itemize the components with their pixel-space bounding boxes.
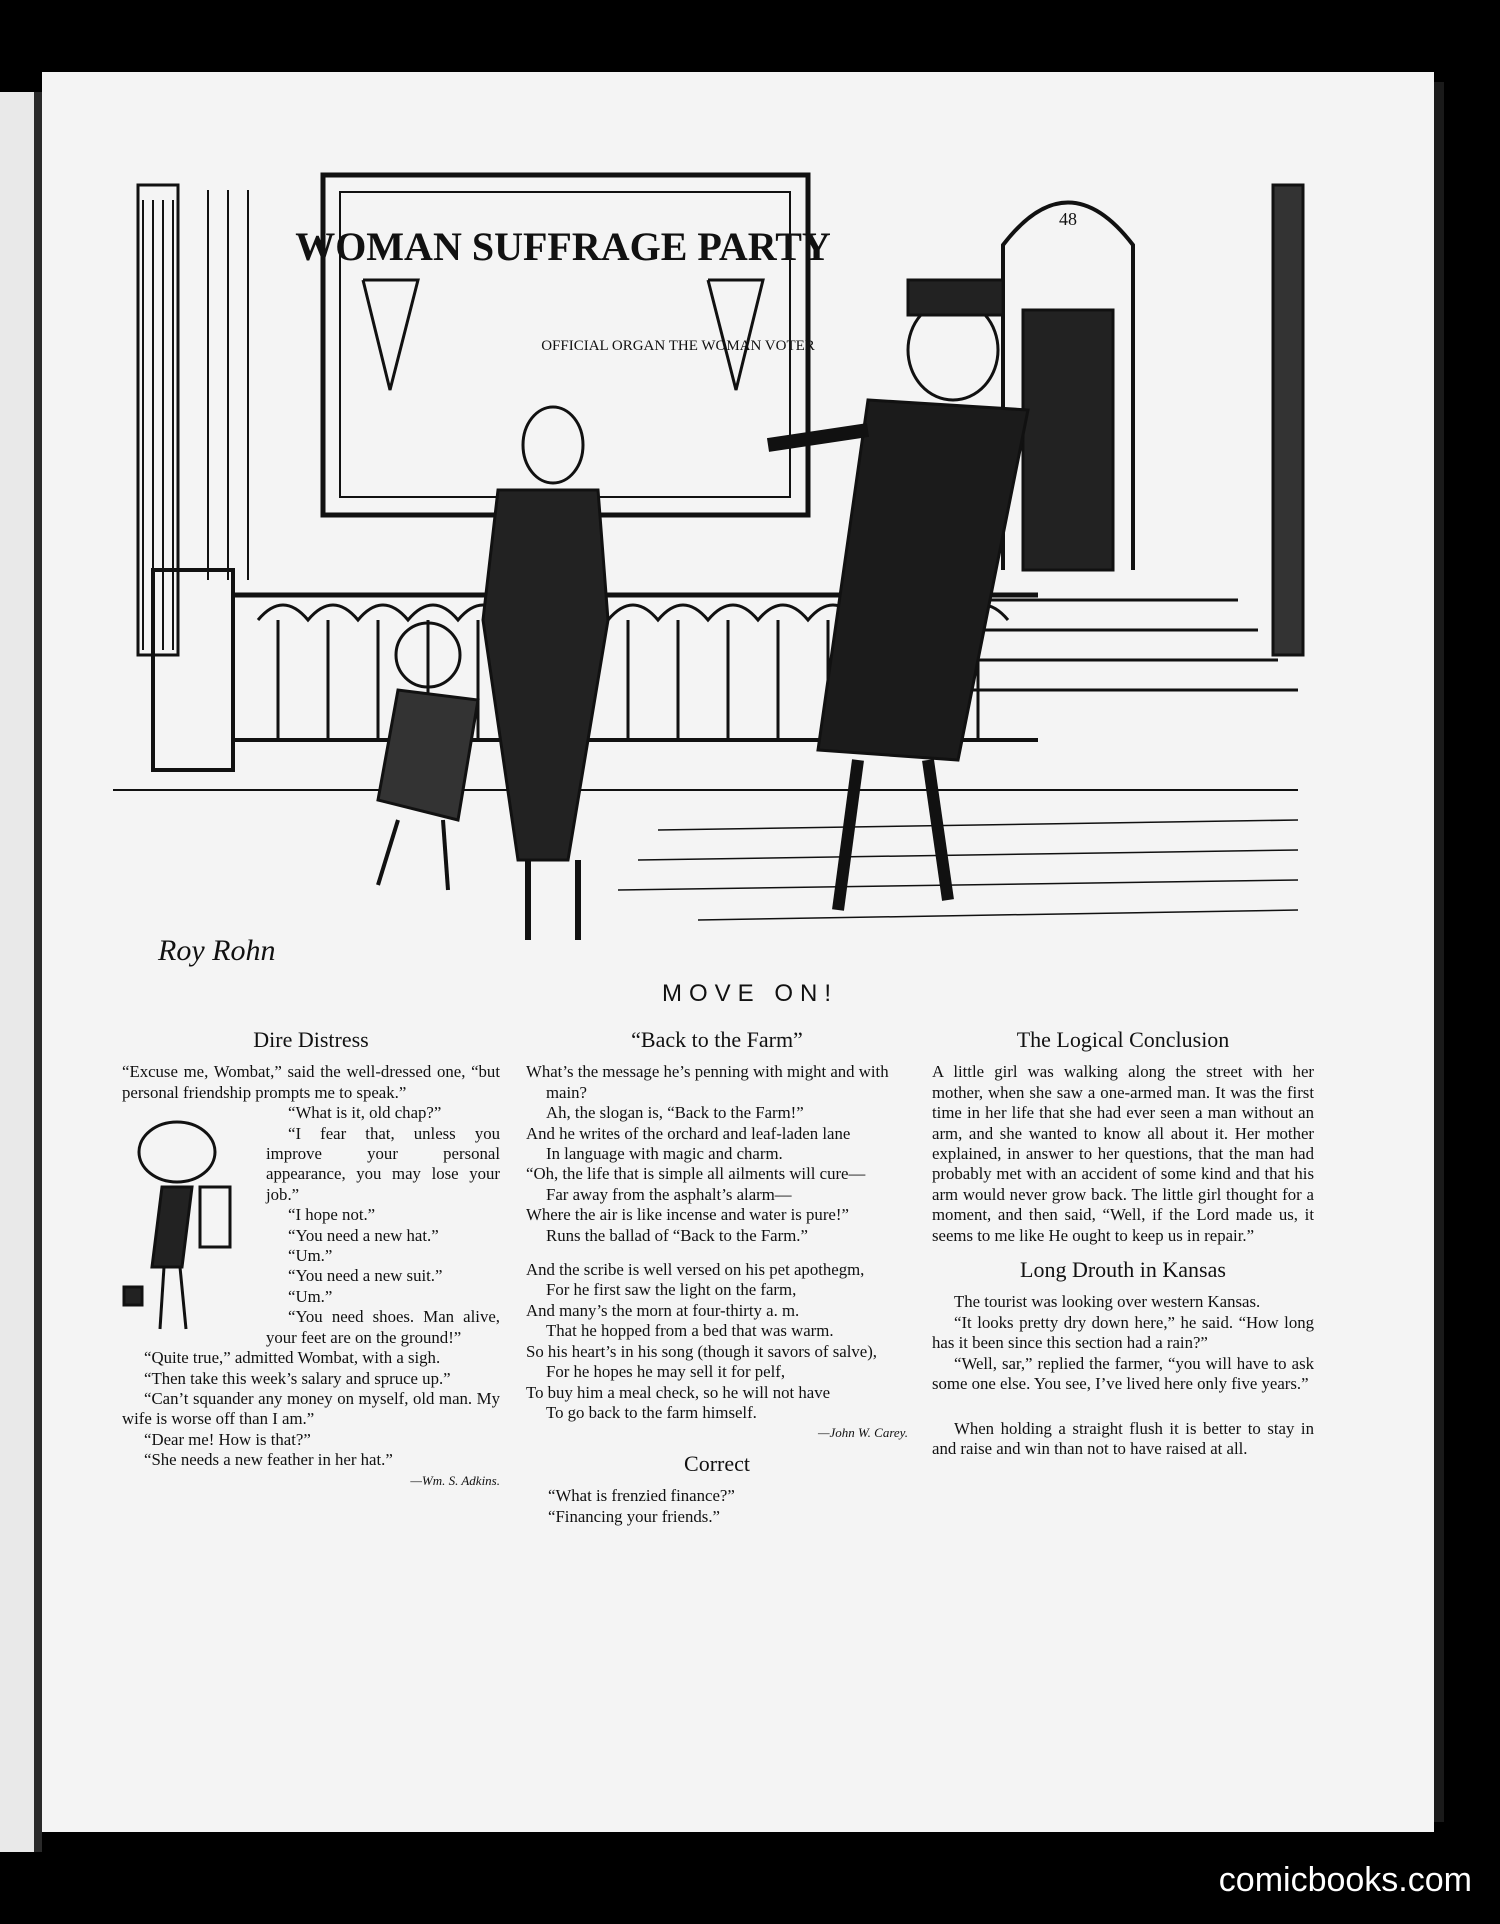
poem-line: “Oh, the life that is simple all ailments will cure— <box>526 1164 866 1184</box>
paragraph: “Can’t squander any money on myself, old man. My wife is worse off than I am.” <box>122 1388 500 1429</box>
artist-signature: Roy Rohn <box>158 934 276 967</box>
railing-post <box>153 570 233 770</box>
poem-line: So his heart’s in his song (though it savors of salve), <box>526 1341 877 1361</box>
poem-line: For he first saw the light on the farm, <box>546 1280 797 1300</box>
paragraph: “Um.” <box>288 1246 333 1266</box>
paragraph: “Quite true,” admitted Wombat, with a sigh. <box>144 1348 441 1368</box>
door-number: 48 <box>1059 209 1077 229</box>
poem-line: What’s the message he’s penning with might and with main? <box>526 1062 889 1102</box>
poem-line: Ah, the slogan is, “Back to the Farm!” <box>546 1103 804 1123</box>
poem-line: To buy him a meal check, so he will not have <box>526 1382 831 1402</box>
left-page-edge <box>0 92 36 1852</box>
paragraph: “You need shoes. Man alive, your feet are on the ground!” <box>266 1307 500 1347</box>
poem-line: For he hopes he may sell it for pelf, <box>546 1362 786 1382</box>
poem-line: Where the air is like incense and water is pure!” <box>526 1205 849 1225</box>
cartoon-illustration <box>98 100 1308 980</box>
article-title: Long Drouth in Kansas <box>1020 1257 1226 1283</box>
paragraph: “Excuse me, Wombat,” said the well-dressed one, “but personal friendship prompts me to speak.” <box>122 1062 500 1102</box>
paragraph: “It looks pretty dry down here,” he said. “How long has it been since this section had a rain?” <box>932 1312 1314 1353</box>
poem-line: And the scribe is well versed on his pet apothegm, <box>526 1260 865 1280</box>
author-signature: —Wm. S. Adkins. <box>410 1472 500 1488</box>
doorway <box>1023 310 1113 570</box>
column-back-to-the-farm <box>526 1027 908 1527</box>
paragraph: “I hope not.” <box>288 1205 376 1225</box>
poem-line: In language with magic and charm. <box>546 1144 783 1164</box>
paragraph: “Well, sar,” replied the farmer, “you will have to ask some one else. You see, I’ve lived here only five years.” <box>932 1353 1314 1394</box>
article-title: Correct <box>684 1450 750 1476</box>
site-watermark: comicbooks.com <box>1218 1861 1472 1899</box>
column-logical-conclusion <box>932 1027 1314 1459</box>
book-gutter <box>34 92 42 1852</box>
page-shadow <box>1434 82 1444 1822</box>
pennant-right <box>708 280 763 390</box>
paragraph: “She needs a new feather in her hat.” <box>144 1450 393 1470</box>
right-pillar <box>1273 185 1303 655</box>
paragraph: “Financing your friends.” <box>548 1506 720 1526</box>
paragraph: “You need a new suit.” <box>288 1266 443 1286</box>
cartoon-caption: MOVE ON! <box>661 980 838 1007</box>
paragraph: When holding a straight flush it is better to stay in and raise and win than not to have raised at all. <box>932 1418 1314 1458</box>
paragraph: “Then take this week’s salary and spruce up.” <box>144 1368 451 1388</box>
paragraph: “Um.” <box>288 1286 333 1306</box>
paragraph: “You need a new hat.” <box>288 1225 439 1245</box>
sign-title: WOMAN SUFFRAGE PARTY <box>295 224 831 269</box>
paragraph: “What is it, old chap?” <box>288 1103 442 1123</box>
tramp-figure <box>483 407 608 940</box>
paragraph: “Dear me! How is that?” <box>144 1429 311 1449</box>
sign-notice: OFFICIAL ORGAN THE WOMAN VOTER <box>541 338 815 354</box>
paragraph: “I fear that, unless you improve your personal appearance, you may lose your job.” <box>266 1123 500 1204</box>
poem-line: To go back to the farm himself. <box>546 1402 757 1422</box>
wombat-sketch <box>122 1107 254 1335</box>
poem-line: That he hopped from a bed that was warm. <box>546 1321 834 1341</box>
pennant-left <box>363 280 418 390</box>
article-title: The Logical Conclusion <box>1016 1027 1230 1052</box>
paragraph: A little girl was walking along the street with her mother, when she saw a one-armed man. It was the first time in her life that she had ever seen a man without an arm, and she wanted to know all about it. Her mother explained, in answer to her questions, that the man had probably met with an accident of some kind and that his arm would never grow back. The little girl thought for a moment, and then said, “Well, if the Lord made us, it seems to me like He ought to keep us in repair.” <box>932 1062 1314 1245</box>
author-signature: —John W. Carey. <box>817 1425 908 1441</box>
poem-line: And he writes of the orchard and leaf-laden lane <box>526 1123 851 1143</box>
poem-title: “Back to the Farm” <box>631 1027 803 1052</box>
poem-line: Far away from the asphalt’s alarm— <box>546 1184 792 1204</box>
poem-line: Runs the ballad of “Back to the Farm.” <box>546 1225 808 1245</box>
paragraph: “What is frenzied finance?” <box>548 1486 735 1506</box>
column-dire-distress <box>122 1027 500 1491</box>
article-title: Dire Distress <box>253 1027 369 1052</box>
poem-line: And many’s the morn at four-thirty a. m. <box>526 1300 800 1320</box>
paragraph: The tourist was looking over western Kansas. <box>954 1292 1261 1312</box>
